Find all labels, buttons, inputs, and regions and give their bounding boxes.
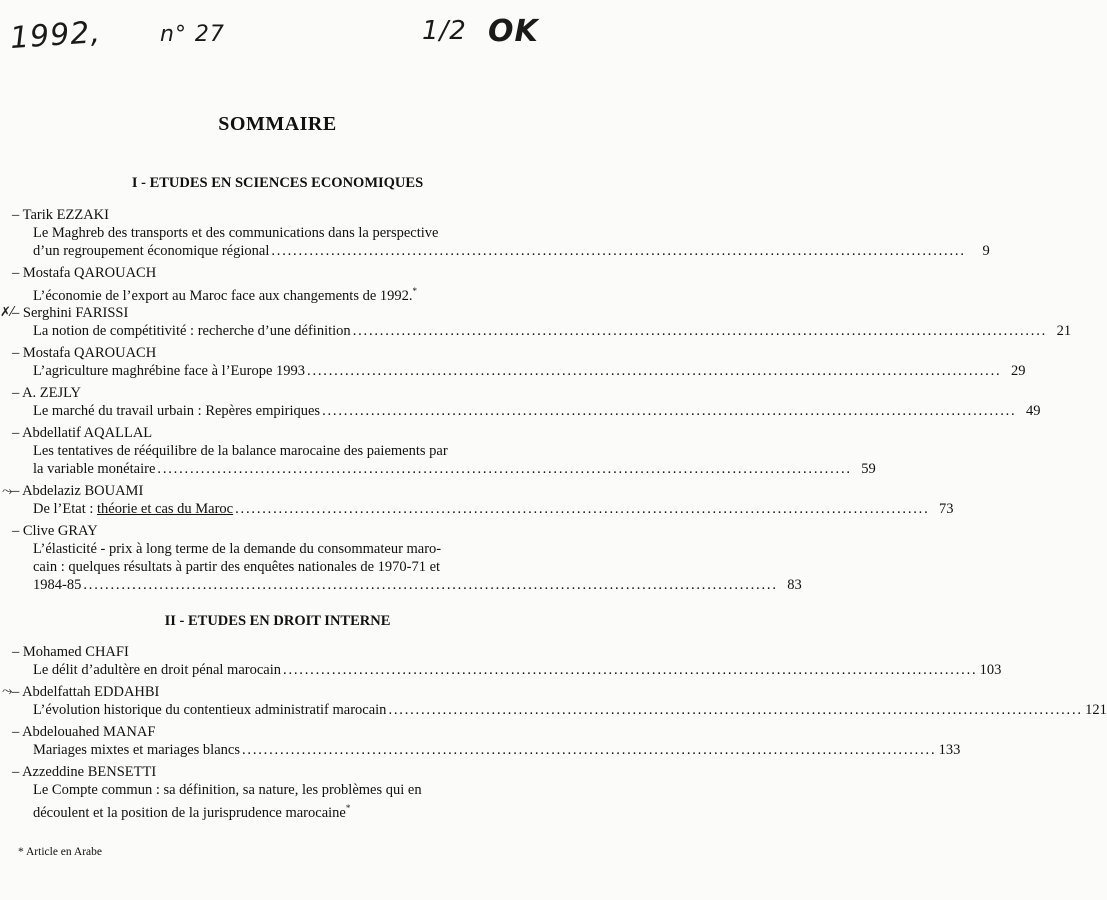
entry-title-line [12,661,1002,679]
entry-author: – Serghini FARISSI [12,305,129,321]
handwritten-year: 1992, [8,14,103,57]
dot-leader: ................................................................................................................................ [83,577,778,593]
entry-title-text: découlent et la position de la jurisprudence marocaine [33,804,346,821]
dot-leader: ................................................................................................................................ [157,461,852,477]
dot-leader: ................................................................................................................................ [307,363,1002,379]
underlined-title-text: théorie et cas du Maroc [97,501,234,517]
handwritten-arrow-mark: ⤳ [2,484,13,499]
handwritten-number: n° 27 [160,22,225,47]
entry-title-line: Les tentatives de rééquilibre de la balance marocaine des paiements par [33,443,448,459]
section-title-economics: I - ETUDES EN SCIENCES ECONOMIQUES [131,175,424,191]
toc-entry [12,344,1026,380]
entry-page-number: 59 [861,461,876,477]
entry-author: – A. ZEJLY [12,385,82,401]
entry-title-line [12,576,802,594]
entry-title-line [12,282,517,305]
toc-entry [12,763,517,822]
entry-page-number: 103 [979,662,1002,678]
handwritten-arrow-mark: ⤳ [2,684,13,699]
entry-page-number: 29 [1010,363,1026,379]
arabic-article-star: * [412,286,418,296]
page-title: SOMMAIRE [218,113,337,135]
dot-leader: ................................................................................................................................ [283,662,978,678]
toc-entry [12,424,876,478]
arabic-article-star: * [345,803,351,813]
entry-title-text: d’un regroupement économique régional [33,243,270,259]
entry-author: – Abdelfattah EDDAHBI [12,684,160,700]
dot-leader: ................................................................................................................................ [271,243,966,259]
entry-title-text: la variable monétaire [33,461,156,477]
entry-author: – Mostafa QAROUACH [12,345,157,361]
dot-leader: ................................................................................................................................ [322,403,1017,419]
entry-title-text: De l’Etat : [33,501,98,517]
toc-entry [12,384,1041,420]
dot-leader: ................................................................................................................................ [388,702,1083,718]
toc-entry [12,522,802,594]
entry-title-line [12,741,961,759]
entry-title-line: Le Maghreb des transports et des communications dans la perspective [33,225,439,241]
entry-page-number: 21 [1056,323,1072,339]
entry-page-number: 9 [982,243,990,259]
entry-title-line [12,701,1107,719]
handwritten-part: 1/2 [422,16,467,46]
entry-title-line [12,500,954,518]
toc-entry [12,264,517,305]
entry-title-text: La notion de compétitivité : recherche d’une définition [33,323,351,339]
entry-title-text: Le délit d’adultère en droit pénal marocain [33,662,282,678]
toc-entry [12,206,990,260]
section-title-law: II - ETUDES EN DROIT INTERNE [164,613,391,629]
entry-title-line [12,799,517,822]
entry-page-number: 133 [938,742,961,758]
entry-page-number: 121 [1085,702,1107,718]
entry-author: – Azzeddine BENSETTI [12,764,157,780]
entry-title-line: cain : quelques résultats à partir des enquêtes nationales de 1970-71 et [33,559,441,575]
handwritten-ok: OK [488,14,539,49]
entry-title-text: Le marché du travail urbain : Repères empiriques [33,403,321,419]
entry-title-line: Le Compte commun : sa définition, sa nature, les problèmes qui en [33,782,422,798]
entry-title-line [12,322,1072,340]
dot-leader: ................................................................................................................................ [235,501,930,517]
entry-title-line: L’élasticité - prix à long terme de la demande du consommateur maro- [33,541,442,557]
entry-page-number: 49 [1025,403,1041,419]
entry-title-text: Mariages mixtes et mariages blancs [33,742,240,758]
entry-title-text: L’économie de l’export au Maroc face aux changements de 1992. [33,287,413,304]
toc-entry [12,643,1002,679]
entry-title-text: L’agriculture maghrébine face à l’Europe 1993 [33,363,306,379]
entry-author: – Tarik EZZAKI [12,207,109,223]
entry-title-line [12,460,876,478]
entry-author: – Abdelaziz BOUAMI [12,483,144,499]
entry-title-text: 1984-85 [33,577,82,593]
entry-author: – Mohamed CHAFI [12,644,129,660]
entry-author: – Abdelouahed MANAF [12,724,156,740]
entry-author: – Mostafa QAROUACH [12,265,157,281]
entry-title-text: L’évolution historique du contentieux administratif marocain [33,702,387,718]
dot-leader: ................................................................................................................................ [241,742,937,758]
toc-entry [12,723,961,759]
entry-author: – Abdellatif AQALLAL [12,425,153,441]
toc-entry [12,304,1072,340]
entry-author: – Clive GRAY [12,523,98,539]
entry-title-line [12,402,1041,420]
toc-entry [12,482,954,518]
entry-page-number: 73 [939,501,954,517]
entry-page-number: 83 [787,577,802,593]
toc-entry [12,683,1107,719]
entry-title-line [12,242,990,260]
handwritten-check-mark: ✗⁄ [0,305,14,320]
footnote: * Article en Arabe [18,846,102,858]
entry-title-line [12,362,1026,380]
dot-leader: ................................................................................................................................ [352,323,1048,339]
